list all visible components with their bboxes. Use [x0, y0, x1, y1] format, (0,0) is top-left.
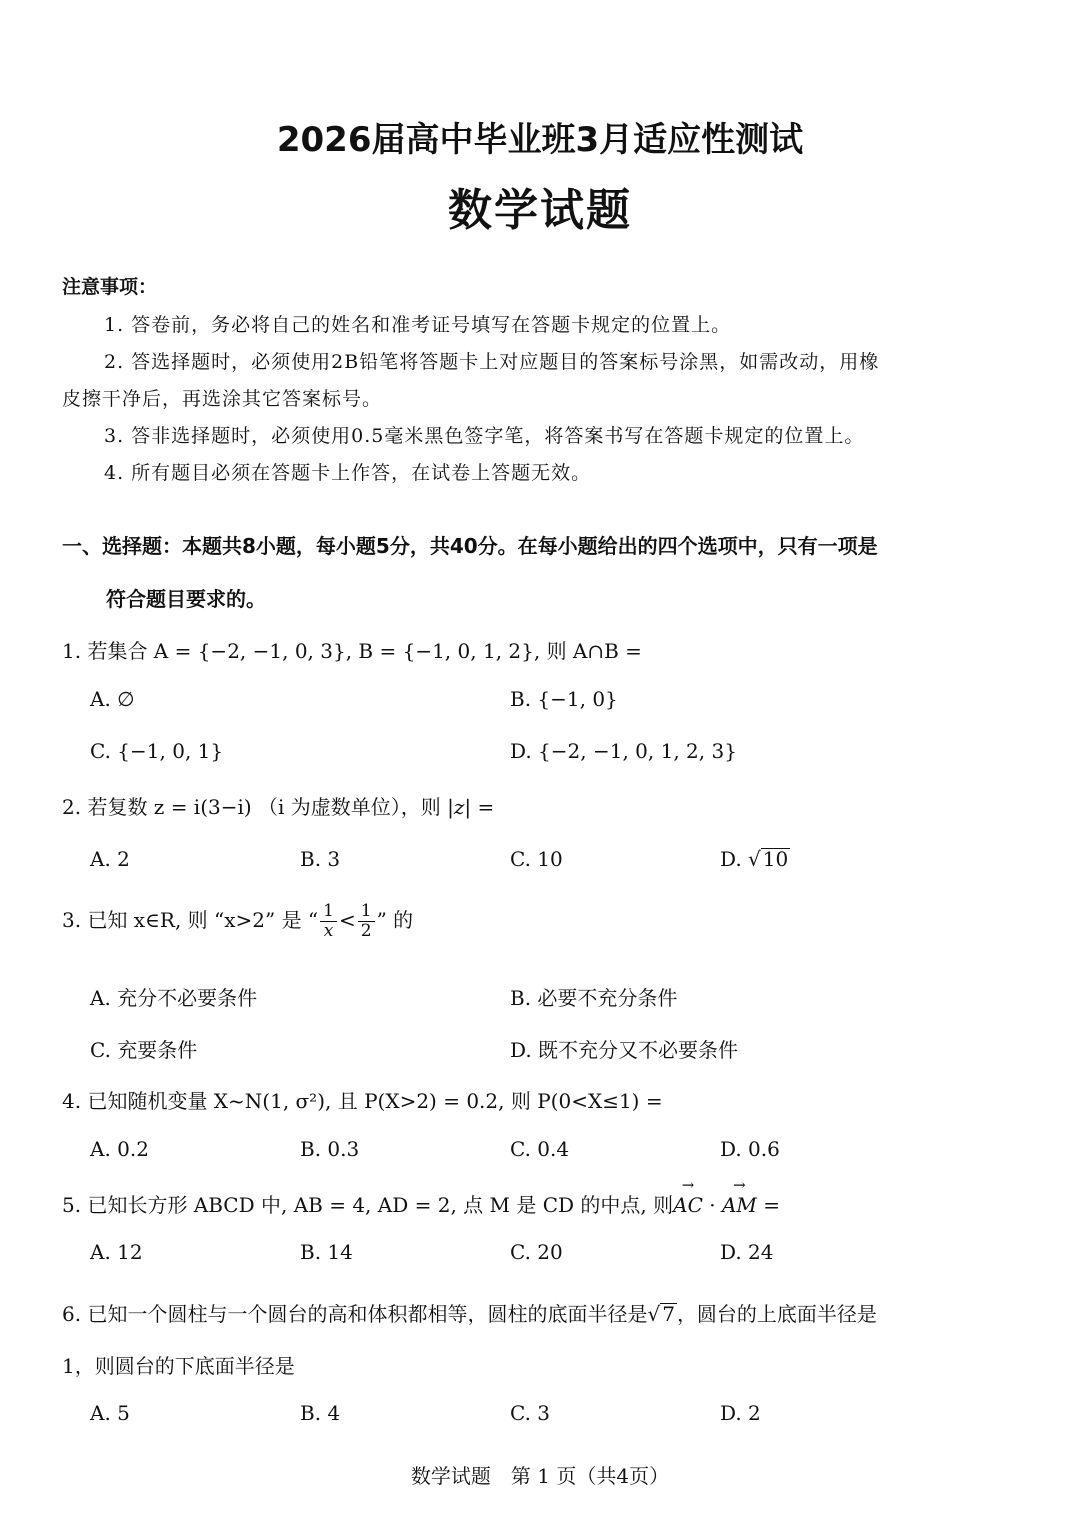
q3-fraction-2: [358, 902, 375, 941]
question-6-stem-line2: 1，则圆台的下底面半径是: [62, 1354, 295, 1378]
q6-option-c: C. 3: [510, 1401, 551, 1425]
q3-less-than: <: [339, 908, 356, 932]
sqrt-icon: √: [748, 847, 761, 871]
q4-option-c: C. 0.4: [510, 1137, 570, 1161]
exam-title: 2026届高中毕业班3月适应性测试: [276, 120, 804, 160]
notice-item: 2. 答选择题时，必须使用2B铅笔将答题卡上对应题目的答案标号涂黑，如需改动，用橡: [104, 351, 880, 373]
q3-frac2-numerator: 1: [358, 902, 375, 922]
q2-option-d-label: D.: [720, 847, 749, 871]
q6-stem-text: 6. 已知一个圆柱与一个圆台的高和体积都相等，圆柱的底面半径是: [62, 1302, 648, 1326]
q4-option-b: B. 0.3: [300, 1137, 360, 1161]
q5-vector-am: → AM: [722, 1193, 757, 1217]
q1-option-b: B. {−1, 0}: [510, 687, 618, 711]
question-4-stem: 4. 已知随机变量 X~N(1, σ²), 且 P(X>2) = 0.2, 则 P(0<X≤1) =: [62, 1089, 663, 1113]
notice-item: 皮擦干净后，再选涂其它答案标号。: [62, 388, 383, 410]
q1-option-a: A. ∅: [90, 687, 135, 711]
notice-item: 3. 答非选择题时，必须使用0.5毫米黑色签字笔，将答案书写在答题卡规定的位置上。: [104, 425, 865, 447]
q2-stem-text: 2. 若复数 z = i(3−i) （i 为虚数单位），则: [62, 795, 448, 819]
q5-option-d: D. 24: [720, 1240, 774, 1264]
q5-stem-text: 5. 已知长方形 ABCD 中, AB = 4, AD = 2, 点 M 是 CD 的中点, 则: [62, 1193, 674, 1217]
question-1-stem: 1. 若集合 A = {−2, −1, 0, 3}, B = {−1, 0, 1, 2}, 则 A∩B =: [62, 639, 642, 663]
q2-stem-end: =: [471, 795, 495, 819]
page-footer: 数学试题 第 1 页（共4页）: [410, 1464, 670, 1488]
q6-option-d: D. 2: [720, 1401, 761, 1425]
notice-item: 4. 所有题目必须在答题卡上作答，在试卷上答题无效。: [104, 462, 592, 484]
q5-vector-ac: → AC: [673, 1193, 703, 1217]
q4-option-d: D. 0.6: [720, 1137, 780, 1161]
section-heading: 一、选择题：本题共8小题，每小题5分，共40分。在每小题给出的四个选项中，只有一项是: [62, 534, 878, 558]
section-heading-cont: 符合题目要求的。: [106, 587, 266, 611]
q2-option-d-radicand: 10: [762, 847, 789, 871]
q3-option-a: A. 充分不必要条件: [90, 986, 258, 1010]
q5-stem-end: =: [756, 1193, 780, 1217]
sqrt-icon: √: [647, 1302, 661, 1326]
q3-stem-text: 3. 已知 x∈R, 则 “x>2” 是 “: [62, 908, 319, 932]
q3-fraction-1: [320, 902, 337, 941]
q6-radicand: 7: [662, 1302, 675, 1326]
q2-option-b: B. 3: [300, 847, 341, 871]
q3-stem-end: ” 的: [376, 908, 414, 932]
notice-item: 1. 答卷前，务必将自己的姓名和准考证号填写在答题卡规定的位置上。: [104, 314, 732, 336]
q2-option-a: A. 2: [90, 847, 130, 871]
q6-option-b: B. 4: [300, 1401, 341, 1425]
q3-option-b: B. 必要不充分条件: [510, 986, 678, 1010]
q2-modulus: |z|: [447, 795, 472, 819]
q3-option-d: D. 既不充分又不必要条件: [510, 1038, 739, 1062]
q3-frac2-denominator: 2: [360, 921, 372, 941]
question-5-stem: [62, 1189, 780, 1218]
question-6-stem: [62, 1298, 877, 1327]
q2-option-d: [720, 847, 790, 871]
q1-option-d: D. {−2, −1, 0, 1, 2, 3}: [510, 739, 737, 763]
q6-option-a: A. 5: [90, 1401, 130, 1425]
q5-option-b: B. 14: [300, 1240, 353, 1264]
q5-dot: ·: [702, 1193, 722, 1217]
q3-frac1-denominator: x: [323, 921, 334, 941]
q4-option-a: A. 0.2: [90, 1137, 149, 1161]
question-2-stem: [62, 791, 494, 820]
q1-option-c: C. {−1, 0, 1}: [90, 739, 224, 763]
notice-heading: 注意事项：: [62, 276, 158, 298]
q5-option-c: C. 20: [510, 1240, 563, 1264]
q3-frac1-numerator: 1: [320, 902, 337, 922]
question-3-stem: [62, 902, 413, 941]
q5-option-a: A. 12: [90, 1240, 143, 1264]
q3-option-c: C. 充要条件: [90, 1038, 198, 1062]
q6-stem-text-cont: ，圆台的上底面半径是: [676, 1302, 877, 1326]
q2-option-c: C. 10: [510, 847, 563, 871]
exam-subject: 数学试题: [448, 185, 632, 236]
